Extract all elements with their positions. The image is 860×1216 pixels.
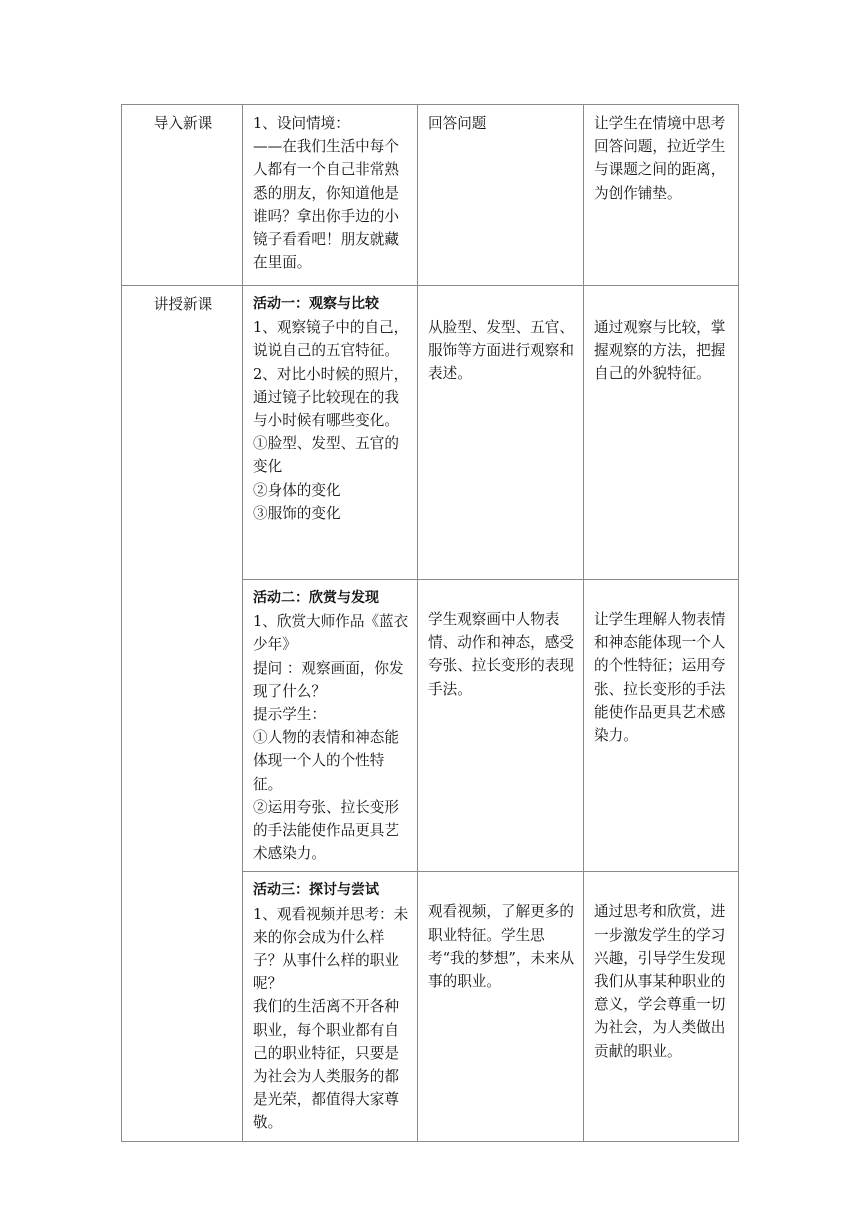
activity-heading: 活动二：欣赏与发现 [253, 590, 379, 606]
teacher-activity-cell [243, 580, 418, 872]
teacher-line: 1、观看视频并思考：未来的你会成为什么样子？从事什么样的职业呢？ [253, 905, 409, 993]
student-activity-cell: 学生观察画中人物表情、动作和神态，感受夸张、拉长变形的表现手法。 [418, 580, 584, 872]
activity-heading: 活动一：观察与比较 [253, 296, 379, 312]
teacher-activity-cell [243, 286, 418, 580]
teacher-line: 1、观察镜子中的自己，说说自己的五官特征。 [253, 319, 409, 360]
activity-heading: 活动三：探讨与尝试 [253, 882, 379, 899]
teacher-line: ②身体的变化 [253, 481, 341, 499]
teacher-line: ——在我们生活中每个人都有一个自己非常熟悉的朋友，你知道他是谁吗？拿出你手边的小镜子看看吧！朋友就藏在里面。 [253, 138, 399, 272]
design-intent-cell: 通过观察与比较，掌握观察的方法，把握自己的外貌特征。 [584, 286, 739, 580]
stage-cell: 导入新课 [122, 105, 243, 286]
design-intent-cell: 让学生在情境中思考回答问题，拉近学生与课题之间的距离，为创作铺垫。 [584, 105, 739, 286]
stage-cell: 讲授新课 [122, 286, 243, 1142]
teacher-line: ①人物的表情和神态能体现一个人的个性特征。 [253, 729, 399, 793]
student-activity-cell: 回答问题 [418, 105, 584, 286]
teacher-line: 我们的生活离不开各种职业，每个职业都有自己的职业特征，只要是为社会为人类服务的都是光荣，都值得大家尊敬。 [253, 998, 399, 1132]
teacher-line: 2、对比小时候的照片，通过镜子比较现在的我与小时候有哪些变化。 [253, 365, 409, 430]
table-row [122, 105, 739, 286]
table-row [122, 286, 739, 580]
student-activity-cell: 观看视频，了解更多的职业特征。学生思考“我的梦想”，未来从事的职业。 [418, 872, 584, 1141]
student-activity-cell: 从脸型、发型、五官、服饰等方面进行观察和表述。 [418, 286, 584, 580]
teacher-line: ③服饰的变化 [253, 504, 341, 522]
teacher-line: ②运用夸张、拉长变形的手法能使作品更具艺术感染力。 [253, 798, 399, 863]
design-intent-cell: 通过思考和欣赏，进一步激发学生的学习兴趣，引导学生发现我们从事某种职业的意义，学会尊重一切为社会，为人类做出贡献的职业。 [584, 872, 739, 1141]
teacher-line: 提示学生： [253, 706, 326, 724]
teacher-line: 1、欣赏大师作品《蓝衣少年》 [253, 613, 409, 654]
design-intent-cell: 让学生理解人物表情和神态能体现一个人的个性特征；运用夸张、拉长变形的手法能使作品更具艺术感染力。 [584, 580, 739, 872]
teacher-activity-cell [243, 872, 418, 1141]
lesson-plan-table [121, 104, 739, 1142]
teacher-line: ①脸型、发型、五官的变化 [253, 435, 399, 476]
teacher-line: 提问 ：观察画面，你发现了什么？ [253, 659, 404, 700]
teacher-line: 1、设问情境： [253, 115, 350, 132]
teacher-activity-cell [243, 105, 418, 286]
